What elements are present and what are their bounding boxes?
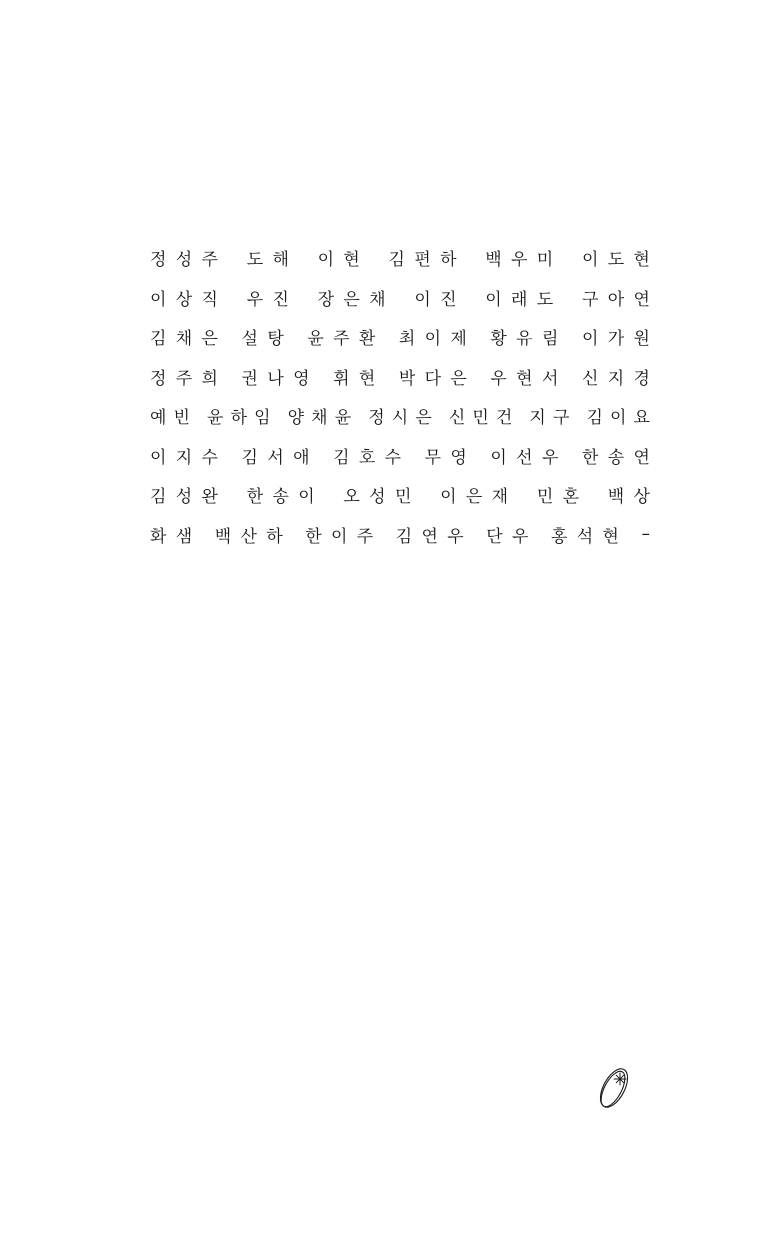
name: 최이제	[398, 329, 477, 350]
name: 홍석현	[550, 526, 629, 547]
name: 김서애	[241, 447, 319, 468]
name: 오성민	[343, 487, 421, 508]
name: 한이주	[305, 526, 383, 547]
name: 정성주	[150, 250, 228, 271]
name: 예빈	[150, 408, 198, 429]
name: 이선우	[490, 447, 568, 468]
name: 백우미	[485, 250, 563, 271]
name: 김이요	[586, 408, 658, 429]
name: 황유림	[490, 329, 568, 350]
name: 구아연	[581, 289, 660, 310]
name: 이상직	[150, 289, 228, 310]
name: 단우	[486, 526, 538, 547]
name: 정시은	[368, 408, 439, 429]
name: 한송연	[581, 447, 660, 468]
name: 이래도	[485, 289, 563, 310]
name: 휘현	[333, 368, 385, 389]
name: 권나영	[241, 368, 319, 389]
name: 신지경	[581, 368, 660, 389]
name: 무영	[424, 447, 477, 468]
name: 이가원	[581, 329, 660, 350]
name: 설탕	[241, 329, 294, 350]
name: 김성완	[150, 487, 228, 508]
name: 도해	[246, 250, 299, 271]
name: 이현	[317, 250, 370, 271]
name: 윤주환	[307, 329, 385, 350]
name: 신민건	[448, 408, 520, 429]
name-line-2	[150, 278, 660, 318]
name: 민혼	[536, 487, 589, 508]
name: 김연우	[395, 526, 474, 547]
name-line-1	[150, 238, 660, 278]
name: 이도현	[581, 250, 660, 271]
name: 정주희	[150, 368, 228, 389]
name: 김채은	[150, 329, 228, 350]
name: 백산하	[214, 526, 293, 547]
name-list	[150, 238, 660, 554]
name-line-6	[150, 436, 660, 476]
name: 윤하임	[207, 408, 278, 429]
name: 지구	[529, 408, 577, 429]
name: 백상	[607, 487, 660, 508]
name: 우현서	[490, 368, 568, 389]
name: 장은채	[317, 289, 395, 310]
name: 박다은	[398, 368, 477, 389]
name: 우진	[246, 289, 299, 310]
name-line-4	[150, 357, 660, 397]
name: 화샘	[150, 526, 202, 547]
ring-star-logo-icon	[594, 1064, 634, 1112]
name: 이은재	[440, 487, 518, 508]
name: 양채윤	[287, 408, 359, 429]
name-line-8	[150, 515, 660, 555]
name: 김편하	[388, 250, 466, 271]
name: 김호수	[333, 447, 411, 468]
name-dash: –	[641, 524, 660, 545]
name: 이진	[414, 289, 466, 310]
name: 이지수	[150, 447, 228, 468]
name-line-3	[150, 317, 660, 357]
name-line-5	[150, 396, 658, 436]
name-line-7	[150, 475, 660, 515]
name: 한송이	[246, 487, 325, 508]
